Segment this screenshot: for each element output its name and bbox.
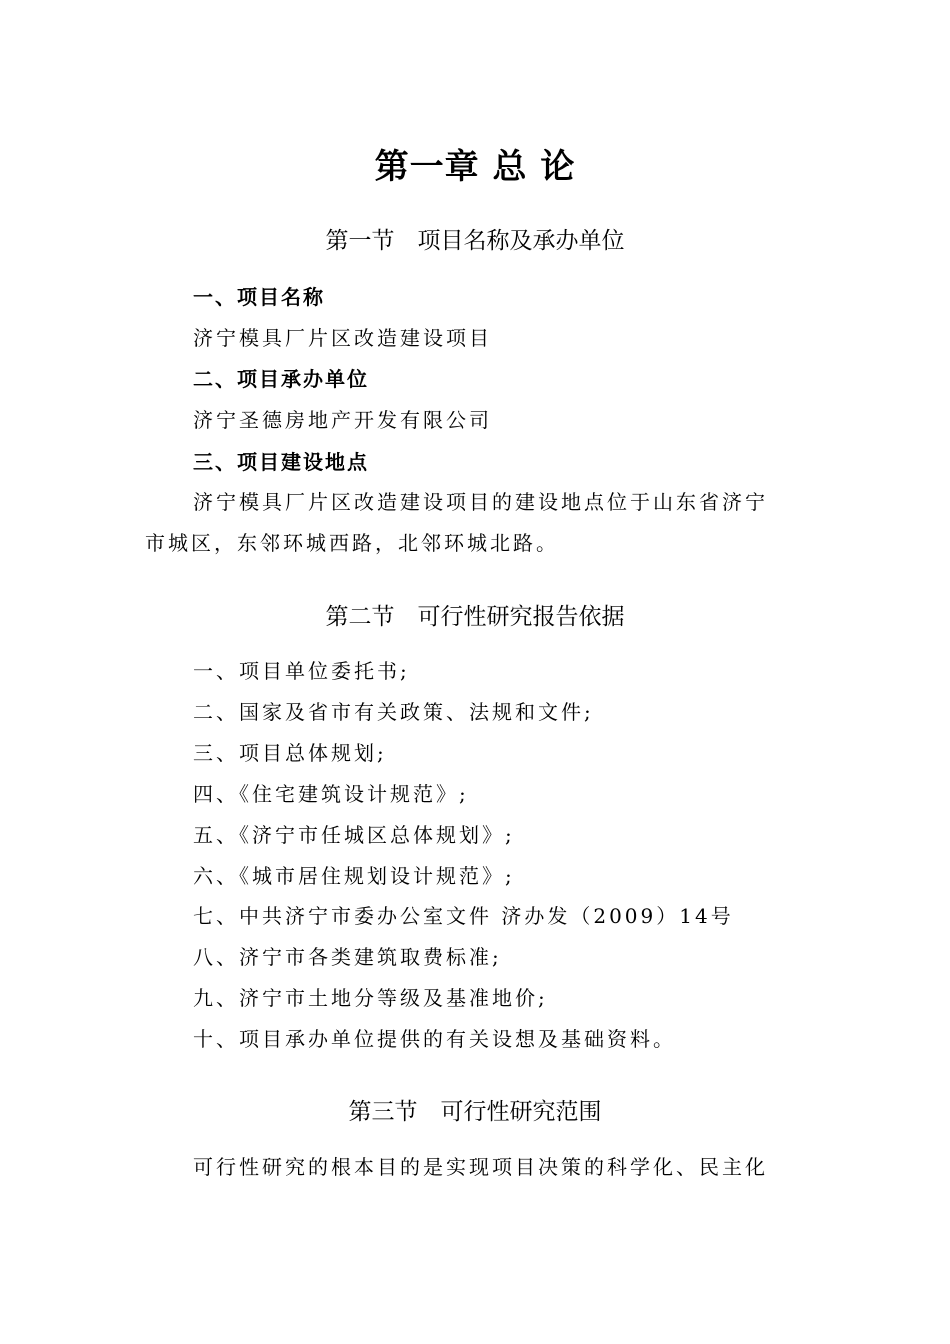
basis-item: 九、济宁市土地分等级及基准地价; xyxy=(193,986,548,1010)
basis-item: 一、项目单位委托书; xyxy=(193,659,410,683)
item2-heading: 二、项目承办单位 xyxy=(193,367,369,391)
section2-title: 第二节 可行性研究报告依据 xyxy=(325,604,625,630)
section3-text-line1: 可行性研究的根本目的是实现项目决策的科学化、民主化 xyxy=(193,1155,768,1179)
basis-item: 五、《济宁市任城区总体规划》; xyxy=(193,823,515,847)
basis-item: 十、项目承办单位提供的有关设想及基础资料。 xyxy=(193,1027,676,1051)
basis-item: 二、国家及省市有关政策、法规和文件; xyxy=(193,700,594,724)
item3-text-line1: 济宁模具厂片区改造建设项目的建设地点位于山东省济宁 xyxy=(193,490,768,514)
item1-text: 济宁模具厂片区改造建设项目 xyxy=(193,326,492,350)
section1-title: 第一节 项目名称及承办单位 xyxy=(325,228,625,254)
basis-item: 六、《城市居住规划设计规范》; xyxy=(193,864,515,888)
basis-item: 八、济宁市各类建筑取费标准; xyxy=(193,945,502,969)
item3-text-line2: 市城区，东邻环城西路，北邻环城北路。 xyxy=(145,531,559,555)
basis-item: 四、《住宅建筑设计规范》; xyxy=(193,782,469,806)
section3-title: 第三节 可行性研究范围 xyxy=(348,1099,602,1125)
item2-text: 济宁圣德房地产开发有限公司 xyxy=(193,408,492,432)
item1-heading: 一、项目名称 xyxy=(193,285,325,309)
basis-item: 七、中共济宁市委办公室文件 济办发（2009）14号 xyxy=(193,904,734,928)
basis-item: 三、项目总体规划; xyxy=(193,741,387,765)
chapter-title: 第一章 总 论 xyxy=(374,147,576,187)
item3-heading: 三、项目建设地点 xyxy=(193,450,369,474)
